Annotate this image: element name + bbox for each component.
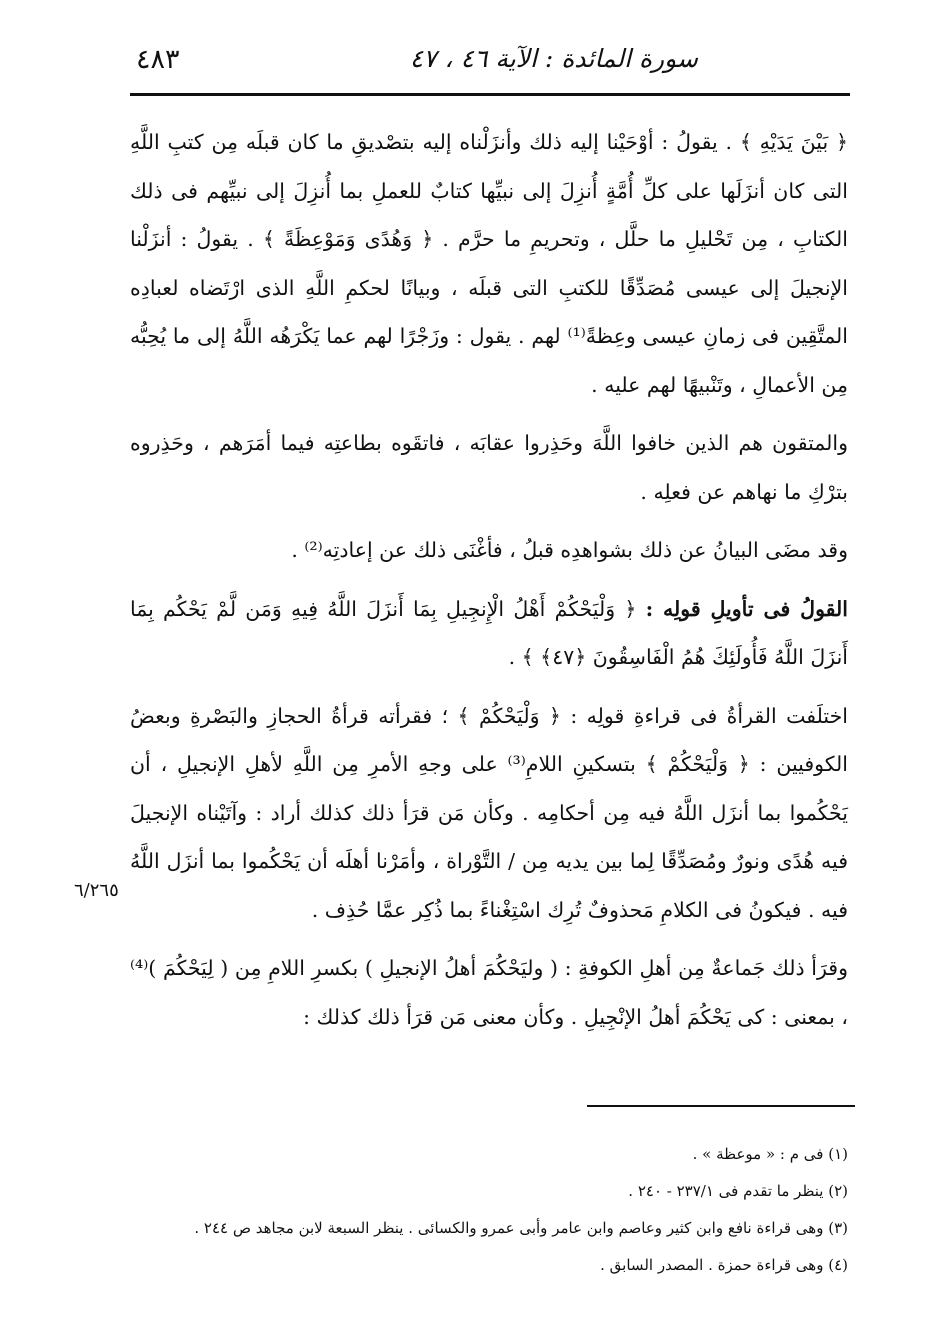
footnotes <box>130 1136 848 1284</box>
footnote-divider <box>587 1105 855 1107</box>
paragraph: ﴿ بَيْنَ يَدَيْهِ ﴾ . يقولُ : أوْحَيْنا إليه ذلك وأنزَلْناه إليه بتصْديقِ ما كان قبلَه مِن كتبِ اللَّهِ التى كان أنزَلَها على كلِّ أُمَّةٍ أُنزِلَ إلى نبيِّها كتابٌ للعملِ بما أُنزِلَ إلى نبيِّهم فى ذلك الكتابِ ، مِن تَحْليلِ ما حلَّل ، وتحريمِ ما حرَّم . ﴿ وَهُدًى وَمَوْعِظَةً ﴾ . يقولُ : أنزَلْنا الإنجيلَ إلى عيسى مُصَدِّقًا للكتبِ التى قبلَه ، وبيانًا لحكمِ اللَّهِ الذى ارْتَضاه لعبادِه المتَّقِين فى زمانِ عيسى وعِظةً⁽¹⁾ لهم . يقول : وزَجْرًا لهم عما يَكْرَهُه اللَّهُ إلى ما يُحِبُّه مِن الأعمالِ ، وتَنْبيهًا لهم عليه . <box>130 130 848 397</box>
paragraph: والمتقون هم الذين خافوا اللَّهَ وحَذِروا عقابَه ، فاتقَوه بطاعتِه فيما أمَرَهم ، وحَذِروه بترْكِ ما نهاهم عن فعلِه . <box>130 431 848 504</box>
main-text <box>130 118 848 1041</box>
running-title: سورة المائدة : الآية ٤٦ ، ٤٧ <box>409 44 698 73</box>
footnote: (١) فى م : « موعظة » . <box>692 1145 848 1163</box>
footnote: (٣) وهى قراءة نافع وابن كثير وعاصم وابن عامر وأبى عمرو والكسائى . ينظر السبعة لابن مجاهد ص ٢٤٤ . <box>194 1219 848 1237</box>
verse-paragraph <box>130 585 848 682</box>
footnote: (٢) ينظر ما تقدم فى ٢٣٧/١ - ٢٤٠ . <box>628 1182 848 1200</box>
verse-intro: القولُ فى تأويلِ قولِه : <box>645 596 848 621</box>
page-number: ٤٨٣ <box>136 44 180 75</box>
paragraph: اختلَفت القرأةُ فى قراءةِ قولِه : ﴿ وَلْيَحْكُمْ ﴾ ؛ فقرأته قرأةُ الحجازِ والبَصْرةِ وبعضُ الكوفيين : ﴿ وَلْيَحْكُمْ ﴾ بتسكينِ اللامِ⁽³⁾ على وجهِ الأمرِ مِن اللَّهِ لأهلِ الإنجيلِ ، أن يَحْكُموا بما أنزَل اللَّهُ فيه مِن أحكامِه . وكأن مَن قرَأ ذلك كذلك أراد : وآتَيْناه الإنجيلَ فيه هُدًى ونورٌ ومُصَدِّقًا لِما بين يديه مِن / التَّوْراة ، وأمَرْنا أهلَه أن يَحْكُموا بما أنزَل اللَّهُ فيه . فيكونُ فى الكلامِ مَحذوفٌ تُرِك اسْتِغْناءً بما ذُكِر عمَّا حُذِف . <box>130 703 848 922</box>
page-header <box>130 36 848 86</box>
header-divider <box>130 93 850 96</box>
margin-reference: ٦/٢٦٥ <box>74 880 119 901</box>
paragraph: وقرَأ ذلك جَماعةٌ مِن أهلِ الكوفةِ : ( وليَحْكُمَ أهلُ الإنجيلِ ) بكسرِ اللامِ مِن ( لِيَحْكُمَ )⁽⁴⁾ ، بمعنى : كى يَحْكُمَ أهلُ الإنْجِيلِ . وكأن معنى مَن قرَأ ذلك كذلك : <box>130 956 848 1029</box>
verse-text: ﴿ وَلْيَحْكُمْ أَهْلُ الْإِنجِيلِ بِمَا أَنزَلَ اللَّهُ فِيهِ وَمَن لَّمْ يَحْكُم بِمَا أَنزَلَ اللَّهُ فَأُولَئِكَ هُمُ الْفَاسِقُونَ ﴿٤٧﴾ ﴾ . <box>130 596 848 669</box>
paragraph: وقد مضَى البيانُ عن ذلك بشواهدِه قبلُ ، فأغْنَى ذلك عن إعادتِه⁽²⁾ . <box>291 538 848 562</box>
footnote: (٤) وهى قراءة حمزة . المصدر السابق . <box>600 1256 848 1274</box>
